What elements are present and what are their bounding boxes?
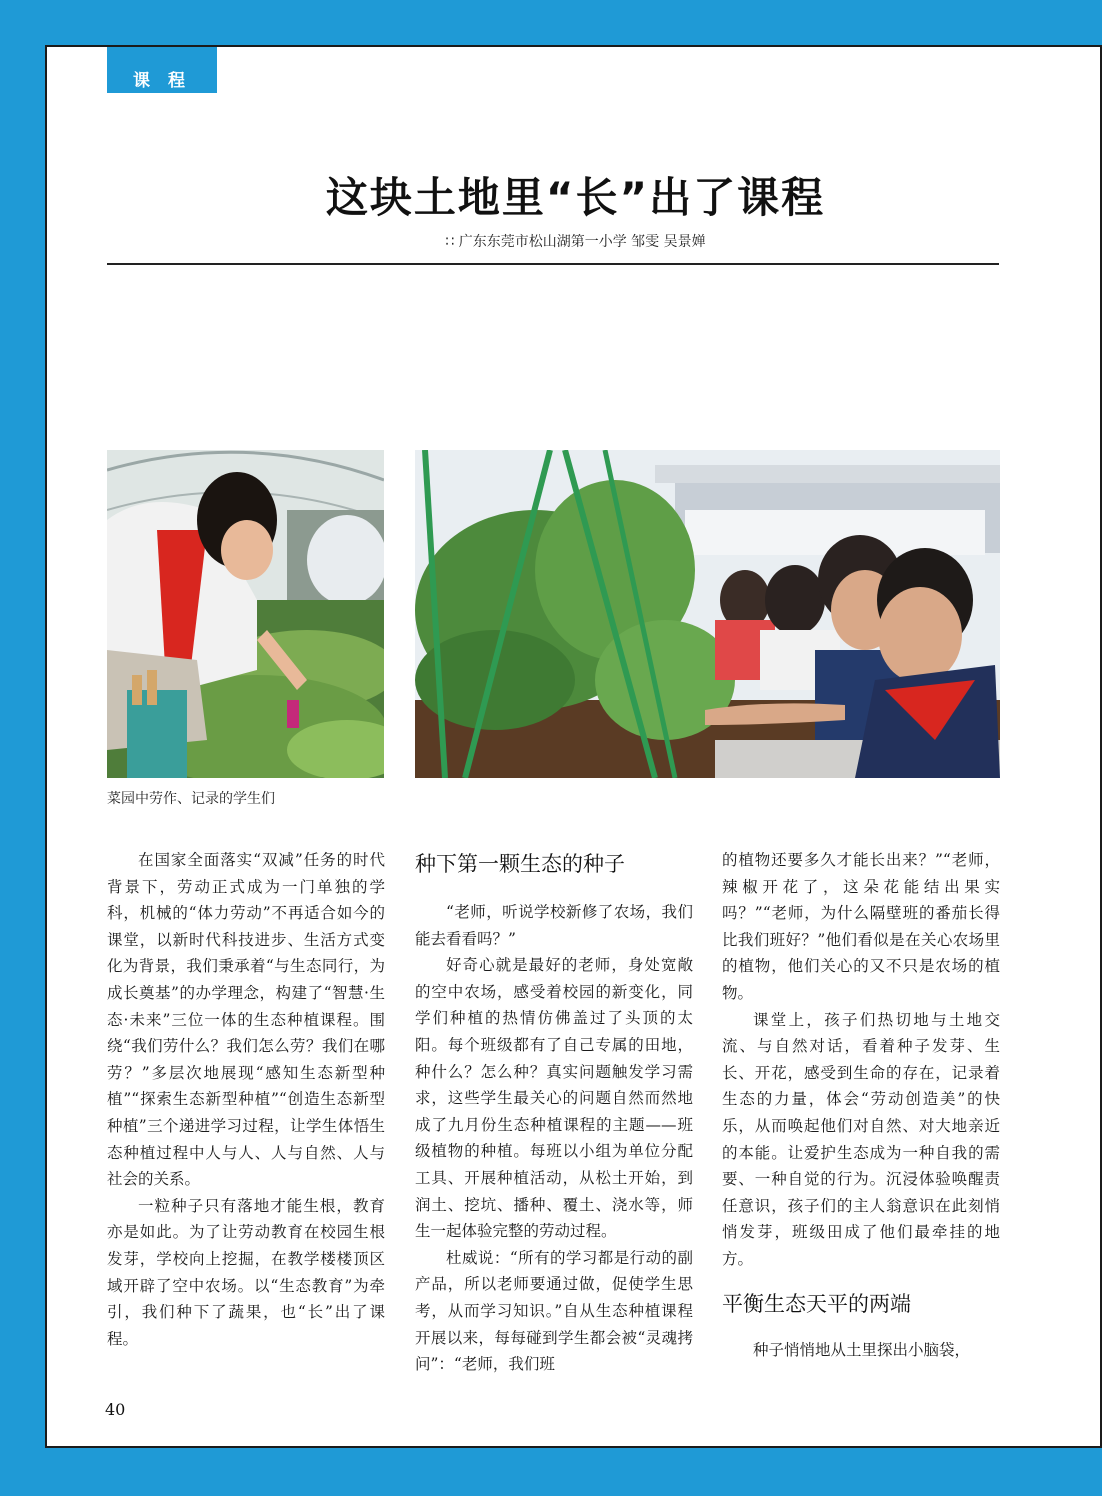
- paragraph: “老师，听说学校新修了农场，我们能去看看吗？”: [415, 903, 693, 948]
- article-title: 这块土地里“长”出了课程: [325, 173, 826, 222]
- tomato-class-photo: [415, 450, 1000, 778]
- text-column-3: [722, 847, 1000, 1363]
- paragraph: 的植物还要多久才能长出来？”“老师，辣椒开花了，这朵花能结出果实吗？”“老师，为什么隔壁班的番茄长得比我们班好？”他们看似是在关心农场里的植物，他们关心的又不只是农场的植物。: [722, 851, 1000, 1002]
- section-heading: 种下第一颗生态的种子: [415, 852, 625, 876]
- paragraph: 种子悄悄地从土里探出小脑袋，: [753, 1340, 971, 1359]
- byline: ∷ 广东东莞市松山湖第一小学 邹雯 吴景婵: [445, 234, 706, 250]
- garden-girl-photo: [107, 450, 384, 778]
- photo-caption: 菜园中劳作、记录的学生们: [107, 791, 275, 807]
- magazine-page: [45, 45, 1102, 1448]
- paragraph: 课堂上，孩子们热切地与土地交流、与自然对话，看着种子发芽、生长、开花，感受到生命的存在，记录着生态的力量，体会“劳动创造美”的快乐，从而唤起他们对自然、对大地亲近的本能。让爱护生态成为一种自我的需要、一种自觉的行为。沉浸体验唤醒责任意识，孩子们的主人翁意识在此刻悄悄发芽，班级田成了他们最牵挂的地方。: [722, 1010, 1000, 1268]
- section-heading: 平衡生态天平的两端: [722, 1291, 911, 1316]
- title-rule: [107, 263, 999, 265]
- text-column-2: [415, 847, 693, 1378]
- paragraph: 在国家全面落实“双减”任务的时代背景下，劳动正式成为一门单独的学科，机械的“体力劳动”不再适合如今的课堂，以新时代科技进步、生活方式变化为背景，我们秉承着“与生态同行，为成长奠基”的办学理念，构建了“智慧·生态·未来”三位一体的生态种植课程。围绕“我们劳什么？我们怎么劳？我们在哪劳？”多层次地展现“感知生态新型种植”“探索生态新型种植”“创造生态新型种植”三个递进学习过程，让学生体悟生态种植过程中人与人、人与自然、人与社会的关系。: [107, 851, 385, 1189]
- page-number: 40: [105, 1400, 126, 1419]
- paragraph: 杜威说：“所有的学习都是行动的副产品，所以老师要通过做，促使学生思考，从而学习知识。”自从生态种植课程开展以来，每每碰到学生都会被“灵魂拷问”：“老师，我们班: [415, 1248, 693, 1374]
- section-tab: 课 程: [107, 47, 217, 93]
- paragraph: 好奇心就是最好的老师，身处宽敞的空中农场，感受着校园的新变化，同学们种植的热情仿佛盖过了头顶的太阳。每个班级都有了自己专属的田地，种什么？怎么种？真实问题触发学习需求，这些学生最关心的问题自然而然地成了九月份生态种植课程的主题——班级植物的种植。每班以小组为单位分配工具、开展种植活动，从松土开始，到润土、挖坑、播种、覆土、浇水等，师生一起体验完整的劳动过程。: [415, 956, 693, 1241]
- paragraph: 一粒种子只有落地才能生根，教育亦是如此。为了让劳动教育在校园生根发芽，学校向上挖掘，在教学楼楼顶区域开辟了空中农场。以“生态教育”为牵引，我们种下了蔬果，也“长”出了课程。: [107, 1196, 385, 1348]
- text-column-1: [107, 847, 385, 1352]
